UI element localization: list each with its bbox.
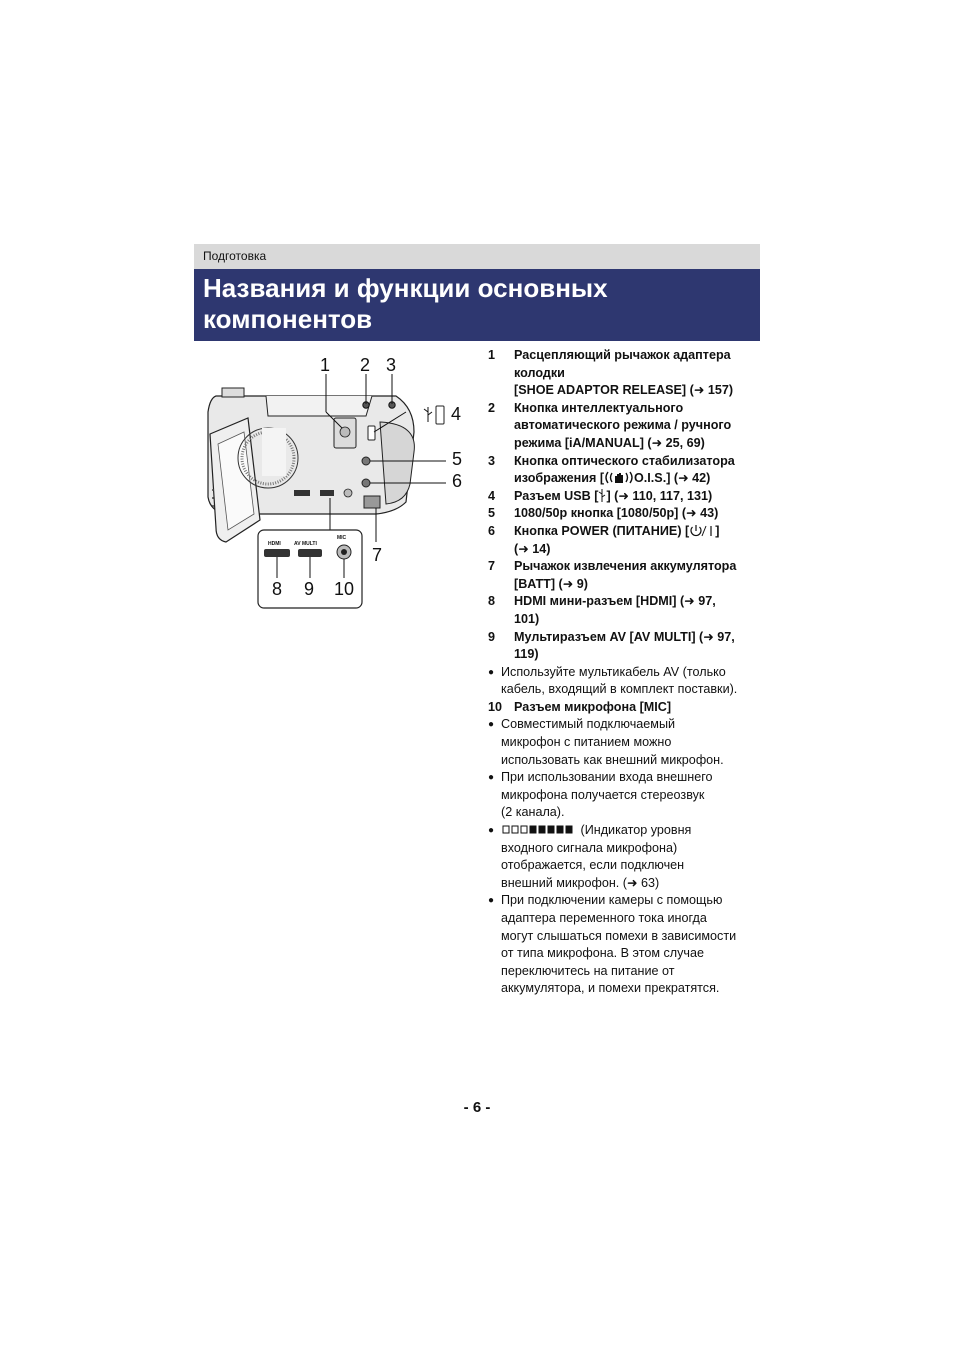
list-item: 3 Кнопка оптического стабилизатора изображения [ O.I.S.] (➜ 42) bbox=[488, 453, 735, 486]
callout-9: 9 bbox=[304, 579, 315, 599]
camcorder-illustration bbox=[196, 352, 482, 614]
section-header bbox=[194, 244, 760, 269]
list-item: 5 1080/50p кнопка [1080/50p] (➜ 43) bbox=[488, 506, 719, 521]
bullet-item: ● Совместимый подключаемый микрофон с питанием можно использовать как внешний микрофон. bbox=[488, 717, 724, 767]
page-title bbox=[194, 269, 760, 341]
list-item: 10 Разъем микрофона [MIC] bbox=[488, 699, 672, 714]
list-item: 8 HDMI мини-разъем [HDMI] (➜ 97, 101) bbox=[488, 594, 716, 626]
list-item: 6 Кнопка POWER (ПИТАНИЕ) [ ] (➜ 14) bbox=[488, 523, 720, 556]
bullet-item: ● Используйте мультикабель AV (только кабель, входящий в комплект поставки). bbox=[488, 664, 738, 697]
bullet-item: ● При подключении камеры с помощью адаптера переменного тока иногда могут слышаться помехи в зависимости от типа микрофона. В этом случае переключитесь на питание от аккумулятора, и помехи прекратятся. bbox=[488, 893, 737, 996]
list-item: 2 Кнопка интеллектуального автоматического режима / ручного режима [iA/MANUAL] (➜ 25, 69) bbox=[488, 400, 732, 450]
callout-10: 10 bbox=[334, 579, 355, 599]
list-item: 9 Мультиразъем AV [AV MULTI] (➜ 97, 119) bbox=[488, 629, 735, 662]
callout-5: 5 bbox=[452, 449, 463, 469]
title-line-2: компонентов bbox=[203, 304, 373, 334]
page-number: - 6 - bbox=[463, 1099, 491, 1116]
list-item: 1 Расцепляющий рычажок адаптера колодки [SHOE ADAPTOR RELEASE] (➜ 157) bbox=[488, 348, 734, 398]
title-line-1: Названия и функции основных bbox=[203, 273, 608, 303]
bullet-item: ● При использовании входа внешнего микрофона получается стереозвук (2 канала). bbox=[488, 770, 713, 820]
component-list bbox=[488, 347, 762, 998]
mic-port-label: MIC bbox=[337, 535, 347, 541]
callout-8: 8 bbox=[272, 579, 283, 599]
hdmi-port-label: HDMI bbox=[268, 541, 281, 547]
callout-6: 6 bbox=[452, 471, 463, 491]
section-label: Подготовка bbox=[203, 249, 267, 263]
bullet-item: ● (Индикатор уровня входного сигнала микрофона) отображается, если подключен внешний микрофон. (➜ 63) bbox=[488, 823, 692, 890]
mic-level-indicator-icon bbox=[501, 824, 577, 835]
callout-1: 1 bbox=[320, 355, 331, 375]
list-item: 7 Рычажок извлечения аккумулятора [BATT] (➜ 9) bbox=[488, 559, 737, 591]
power-icon bbox=[689, 524, 715, 537]
callout-7: 7 bbox=[372, 545, 383, 565]
list-item: 4 Разъем USB [ ] (➜ 110, 117, 131) bbox=[488, 488, 713, 503]
callout-4: 4 bbox=[451, 404, 462, 424]
ois-icon bbox=[604, 471, 634, 484]
callout-2: 2 bbox=[360, 355, 371, 375]
av-port-label: AV MULTI bbox=[294, 541, 317, 547]
callout-3: 3 bbox=[386, 355, 397, 375]
